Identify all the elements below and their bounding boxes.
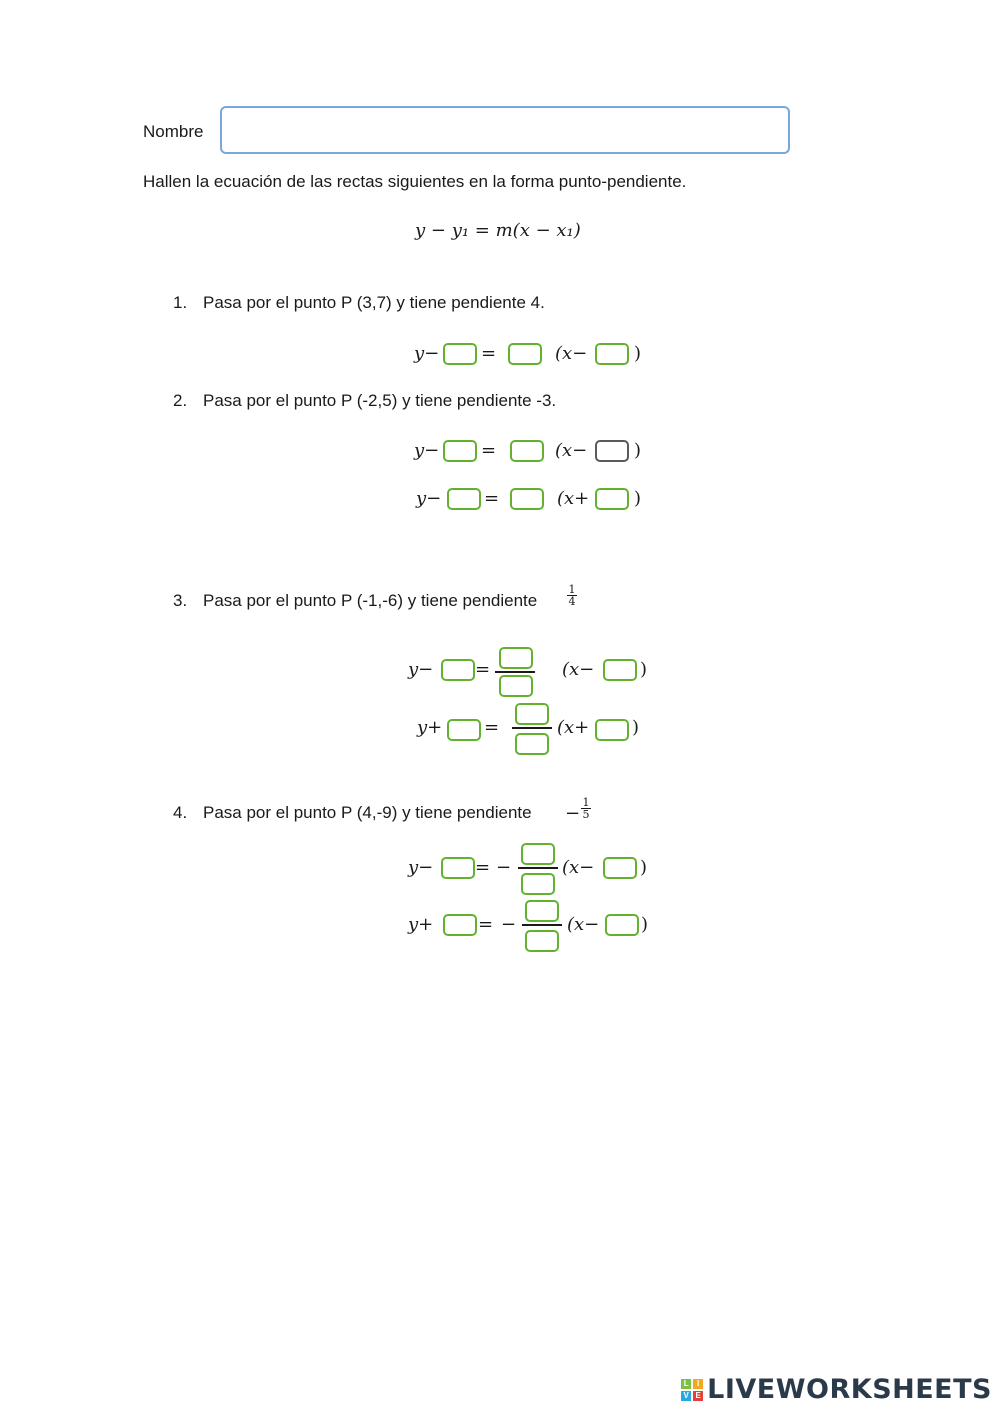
logo-text: LIVEWORKSHEETS	[707, 1374, 992, 1405]
problem-3-slope-denominator: 4	[568, 595, 576, 608]
eq4a-close-paren: )	[640, 857, 648, 878]
eq1-y-minus: y−	[414, 343, 440, 364]
eq1-close-paren: )	[634, 343, 642, 364]
eq4b-equals: =	[478, 914, 494, 935]
problem-3-slope-fraction	[567, 584, 577, 607]
eq2b-x-plus: (x+	[557, 488, 590, 509]
eq3a-x-minus: (x−	[562, 659, 595, 680]
eq4b-y-plus: y+	[408, 914, 434, 935]
eq4a-slope-num-input[interactable]	[521, 843, 555, 865]
problem-4-slope-denominator: 5	[582, 808, 590, 821]
eq2b-y1-input[interactable]	[447, 488, 481, 510]
logo-mark-letter-i: I	[693, 1379, 703, 1389]
eq4a-neg-sign: −	[496, 857, 512, 878]
eq4b-x-minus: (x−	[567, 914, 600, 935]
eq1-y1-input[interactable]	[443, 343, 477, 365]
eq2a-y1-input[interactable]	[443, 440, 477, 462]
eq4a-fraction-bar	[518, 867, 558, 869]
eq3b-fraction-bar	[512, 727, 552, 729]
eq4b-slope-den-input[interactable]	[525, 930, 559, 952]
eq3a-fraction-bar	[495, 671, 535, 673]
eq2a-equals: =	[481, 440, 497, 461]
eq2b-x1-input[interactable]	[595, 488, 629, 510]
eq2b-close-paren: )	[634, 488, 642, 509]
problem-1-text: Pasa por el punto P (3,7) y tiene pendiente 4.	[203, 293, 545, 312]
eq3a-slope-num-input[interactable]	[499, 647, 533, 669]
eq4a-equals: =	[475, 857, 491, 878]
eq4b-fraction-bar	[522, 924, 562, 926]
eq3a-y-minus: y−	[408, 659, 434, 680]
eq4b-slope-num-input[interactable]	[525, 900, 559, 922]
name-label: Nombre	[143, 122, 204, 141]
eq3b-close-paren: )	[632, 717, 640, 738]
point-slope-formula: y − y₁ = m(x − x₁)	[415, 220, 581, 241]
eq4a-y-minus: y−	[408, 857, 434, 878]
liveworksheets-logo	[681, 1374, 992, 1405]
eq4a-x1-input[interactable]	[603, 857, 637, 879]
eq4b-neg-sign: −	[501, 914, 517, 935]
eq3b-slope-num-input[interactable]	[515, 703, 549, 725]
eq3a-equals: =	[475, 659, 491, 680]
eq4a-y1-input[interactable]	[441, 857, 475, 879]
problem-4-number: 4.	[173, 803, 188, 822]
eq1-x1-input[interactable]	[595, 343, 629, 365]
problem-2-number: 2.	[173, 391, 188, 410]
eq2b-slope-input[interactable]	[510, 488, 544, 510]
eq3a-x1-input[interactable]	[603, 659, 637, 681]
logo-mark-letter-l: L	[681, 1379, 691, 1389]
problem-2-text: Pasa por el punto P (-2,5) y tiene pendiente -3.	[203, 391, 557, 410]
eq2a-x1-input[interactable]	[595, 440, 629, 462]
name-input[interactable]	[220, 106, 790, 154]
eq1-x-minus: (x−	[555, 343, 588, 364]
logo-mark-icon	[681, 1379, 703, 1401]
problem-4-slope-numerator: 1	[582, 796, 590, 809]
eq2a-x-minus: (x−	[555, 440, 588, 461]
eq3b-x-plus: (x+	[557, 717, 590, 738]
logo-mark-letter-v: V	[681, 1391, 691, 1401]
eq3a-close-paren: )	[640, 659, 648, 680]
eq4a-x-minus: (x−	[562, 857, 595, 878]
eq1-equals: =	[481, 343, 497, 364]
problem-3-text: Pasa por el punto P (-1,-6) y tiene pendiente	[203, 591, 538, 610]
instructions-text: Hallen la ecuación de las rectas siguientes en la forma punto-pendiente.	[143, 172, 687, 191]
eq2b-y-minus: y−	[416, 488, 442, 509]
problem-3-slope-numerator: 1	[568, 583, 576, 596]
eq3b-y1-input[interactable]	[447, 719, 481, 741]
eq2a-slope-input[interactable]	[510, 440, 544, 462]
eq2a-y-minus: y−	[414, 440, 440, 461]
eq3b-equals: =	[484, 717, 500, 738]
eq3b-x1-input[interactable]	[595, 719, 629, 741]
problem-4-text: Pasa por el punto P (4,-9) y tiene pendiente	[203, 803, 532, 822]
eq3a-slope-den-input[interactable]	[499, 675, 533, 697]
problem-4-slope-sign: −	[565, 803, 581, 824]
problem-4-slope-fraction	[581, 797, 591, 820]
eq4a-slope-den-input[interactable]	[521, 873, 555, 895]
eq1-slope-input[interactable]	[508, 343, 542, 365]
eq2a-close-paren: )	[634, 440, 642, 461]
eq3b-slope-den-input[interactable]	[515, 733, 549, 755]
eq3a-y1-input[interactable]	[441, 659, 475, 681]
logo-mark-letter-e: E	[693, 1391, 703, 1401]
eq4b-close-paren: )	[641, 914, 649, 935]
eq3b-y-plus: y+	[417, 717, 443, 738]
eq2b-equals: =	[484, 488, 500, 509]
problem-1-number: 1.	[173, 293, 188, 312]
eq4b-y1-input[interactable]	[443, 914, 477, 936]
eq4b-x1-input[interactable]	[605, 914, 639, 936]
problem-3-number: 3.	[173, 591, 188, 610]
